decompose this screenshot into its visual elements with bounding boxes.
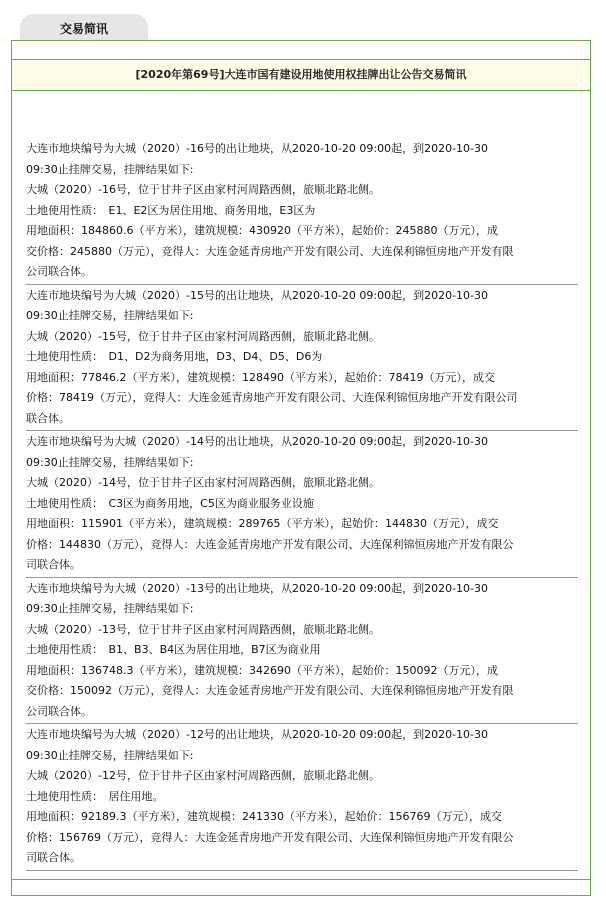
entry-text-line: 土地使用性质： C3区为商务用地，C5区为商业服务业设施 <box>26 496 314 510</box>
entry-text-line: 大连市地块编号为大城（2020）-14号的出让地块，从2020-10-20 09:00起，到2020-10-30 <box>26 435 489 448</box>
news-panel <box>11 40 591 896</box>
entry-text-line: 价格：144830（万元），竞得人：大连金延青房地产开发有限公司、大连保利锦恒房地产开发有限公 <box>26 537 514 551</box>
entry-text-line: 大城（2020）-15号，位于甘井子区由家村河周路西侧，旅顺北路北侧。 <box>26 329 380 343</box>
entry-text-line: 大连市地块编号为大城（2020）-13号的出让地块，从2020-10-20 09:00起，到2020-10-30 <box>26 581 489 595</box>
entry-text-line: 09:30止挂牌交易，挂牌结果如下: <box>26 602 194 615</box>
list-item <box>26 139 578 285</box>
entry-text-line: 大城（2020）-16号，位于甘井子区由家村河周路西侧，旅顺北路北侧。 <box>26 183 380 196</box>
entry-text-line: 用地面积：136748.3（平方米），建筑规模：342690（平方米），起始价：150092（万元），成 <box>26 663 498 677</box>
entry-text-line: 大城（2020）-14号，位于甘井子区由家村河周路西侧，旅顺北路北侧。 <box>26 476 380 489</box>
entry-text-line: 大连市地块编号为大城（2020）-16号的出让地块，从2020-10-20 09:00起，到2020-10-30 <box>26 142 489 155</box>
entry-text-line: 大城（2020）-12号，位于甘井子区由家村河周路西侧，旅顺北路北侧。 <box>26 769 380 782</box>
entry-text-line: 交价格：245880（万元），竞得人：大连金延青房地产开发有限公司、大连保利锦恒房地产开发有限 <box>26 244 514 258</box>
list-item <box>26 286 578 432</box>
entry-text-line: 09:30止挂牌交易，挂牌结果如下: <box>26 455 194 469</box>
page-title: [2020年第69号]大连市国有建设用地使用权挂牌出让公告交易简讯 <box>12 59 590 91</box>
list-item <box>26 432 578 578</box>
entry-text-line: 大连市地块编号为大城（2020）-12号的出让地块，从2020-10-20 09:00起，到2020-10-30 <box>26 728 489 741</box>
entry-text-line: 土地使用性质： 居住用地。 <box>26 789 164 803</box>
entry-text-line: 用地面积：115901（平方米），建筑规模：289765（平方米），起始价：144830（万元），成交 <box>26 517 499 530</box>
entry-text-line: 土地使用性质： D1、D2为商务用地，D3、D4、D5、D6为 <box>26 350 323 363</box>
entry-text-line: 价格：78419（万元），竞得人：大连金延青房地产开发有限公司、大连保利锦恒房地产开发有限公司 <box>26 391 518 404</box>
entry-text-line: 09:30止挂牌交易，挂牌结果如下: <box>26 162 194 176</box>
bottom-divider <box>12 879 590 880</box>
entry-text-line: 公司联合体。 <box>26 265 92 278</box>
entry-text-line: 交价格：150092（万元），竞得人：大连金延青房地产开发有限公司、大连保利锦恒房地产开发有限 <box>26 684 514 697</box>
entry-text-line: 司联合体。 <box>26 851 81 864</box>
entry-text-line: 09:30止挂牌交易，挂牌结果如下: <box>26 748 194 762</box>
entry-text-line: 司联合体。 <box>26 558 81 571</box>
entry-text-line: 土地使用性质： B1、B3、B4区为居住用地，B7区为商业用 <box>26 643 321 656</box>
entry-text-line: 联合体。 <box>26 411 70 425</box>
entry-text-line: 公司联合体。 <box>26 704 92 718</box>
tab-trade-news[interactable]: 交易简讯 <box>20 14 148 44</box>
entry-list <box>26 139 578 872</box>
entry-text-line: 用地面积：77846.2（平方米），建筑规模：128490（平方米），起始价：78419（万元），成交 <box>26 370 495 384</box>
entry-text-line: 价格：156769（万元），竞得人：大连金延青房地产开发有限公司、大连保利锦恒房地产开发有限公 <box>26 830 514 844</box>
entry-text-line: 09:30止挂牌交易，挂牌结果如下: <box>26 309 194 322</box>
entry-text-line: 大城（2020）-13号，位于甘井子区由家村河周路西侧，旅顺北路北侧。 <box>26 622 380 636</box>
entry-text-line: 用地面积：184860.6（平方米），建筑规模：430920（平方米），起始价：245880（万元），成 <box>26 224 498 237</box>
list-item <box>26 725 578 871</box>
list-item <box>26 579 578 725</box>
entry-text-line: 土地使用性质： E1、E2区为居住用地、商务用地，E3区为 <box>26 203 316 217</box>
entry-text-line: 用地面积：92189.3（平方米），建筑规模：241330（平方米），起始价：156769（万元），成交 <box>26 810 502 823</box>
entry-text-line: 大连市地块编号为大城（2020）-15号的出让地块，从2020-10-20 09:00起，到2020-10-30 <box>26 288 489 302</box>
